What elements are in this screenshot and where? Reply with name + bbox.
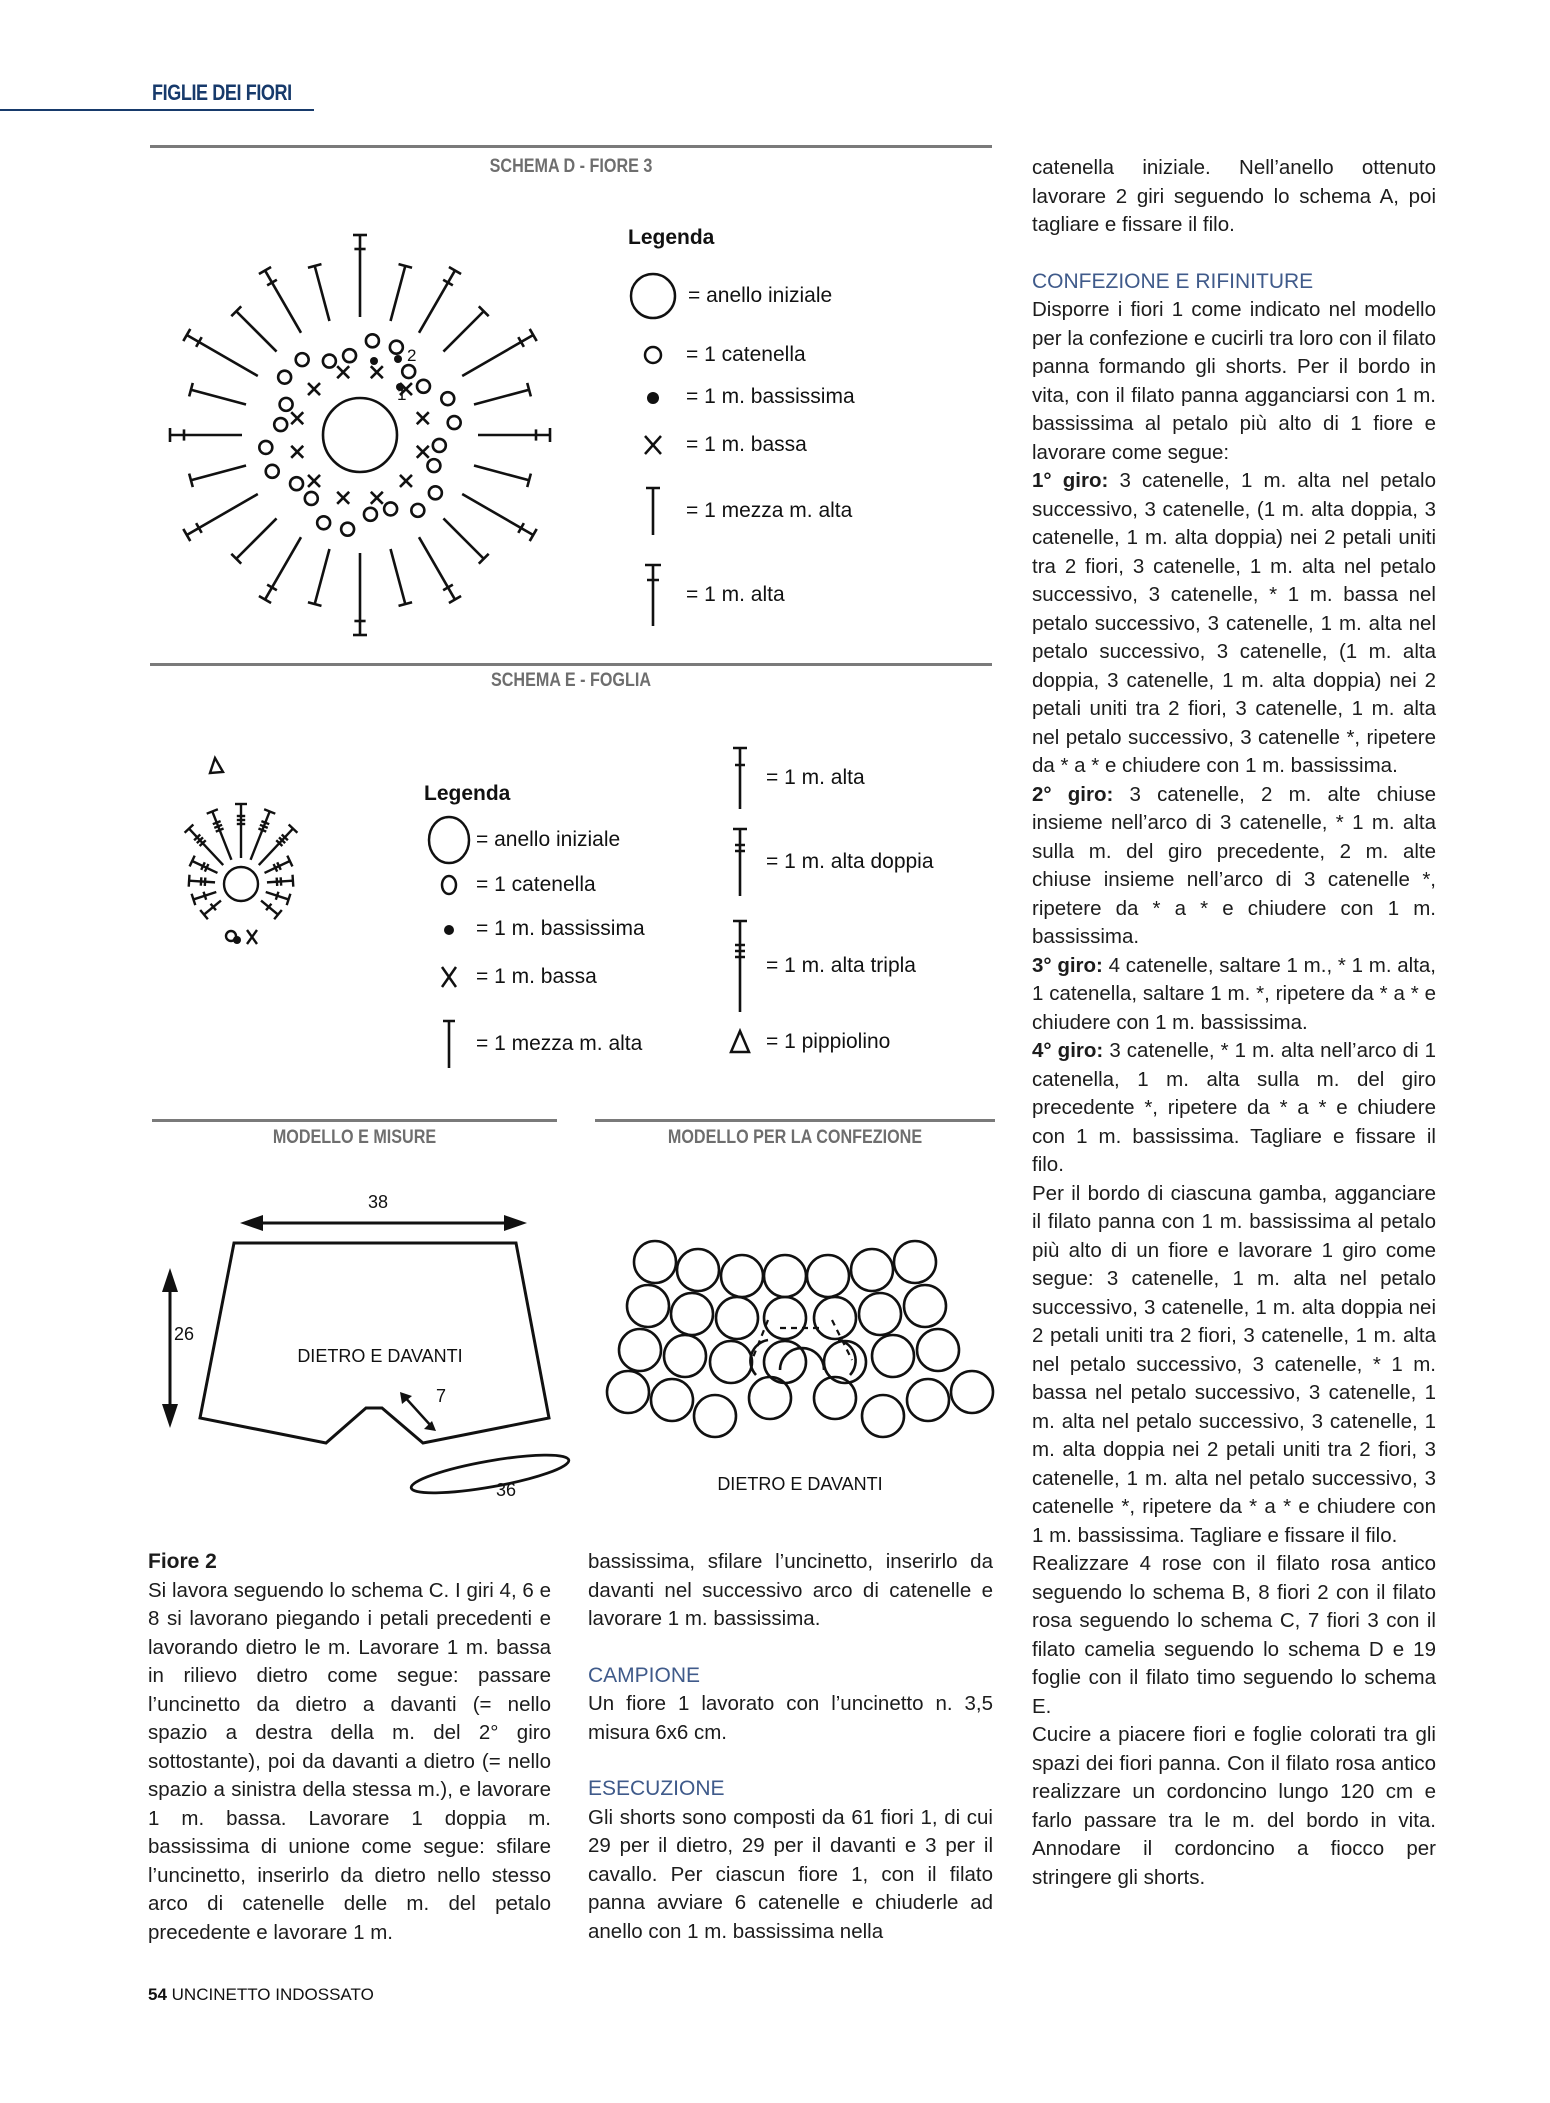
modello-misure-title: MODELLO E MISURE — [272, 1127, 437, 1148]
t-stitch-double-icon — [728, 826, 754, 898]
divider — [152, 1119, 557, 1122]
schema-e-leaf-diagram — [165, 740, 305, 950]
legend-item: = 1 m. alta doppia — [728, 826, 934, 898]
confezione-text: Disporre i fiori 1 come indicato nel modello per la confezione e cucirli tra loro con il filato panna formando gli shorts. Per il bordo in vita, con il filato panna agganciarsi con 1 m. bassissima al petalo più alto di 1 fiore e lavorare come segue: — [1032, 298, 1436, 464]
cucire-text: Cucire a piacere fiori e foglie colorati tra gli spazi dei fiori panna. Con il filato rosa antico realizzare un cordoncino lungo 120 cm e farlo passare tra le m. del bordo in vita. Annodare il cordoncino a fiocco per stringere gli shorts. — [1032, 1723, 1436, 1889]
t-stitch-icon — [438, 1018, 464, 1070]
modello-confezione-title: MODELLO PER LA CONFEZIONE — [667, 1127, 923, 1148]
running-header: FIGLIE DEI FIORI — [152, 80, 292, 105]
magazine-name: UNCINETTO INDOSSATO — [171, 1985, 374, 2004]
giro-3: 3° giro: 4 catenelle, saltare 1 m., * 1 m. alta, 1 catenella, saltare 1 m. *, ripetere da * a * e chiudere con 1 m. bassissima. — [1032, 953, 1436, 1034]
cross-icon — [640, 432, 666, 458]
page-footer — [148, 1985, 374, 2005]
legend-item: = 1 mezza m. alta — [438, 1018, 642, 1070]
round-marker-1: 1 — [397, 385, 407, 404]
height-measure: 26 — [174, 1324, 195, 1344]
divider — [150, 663, 992, 666]
t-stitch-icon — [640, 485, 666, 537]
schema-e-legend-title: Legenda — [424, 782, 511, 805]
schema-d-legend-title: Legenda — [628, 226, 715, 249]
fiore-2-heading: Fiore 2 — [148, 1550, 217, 1573]
rose-text: Realizzare 4 rose con il filato rosa antico seguendo lo schema B, 8 fiori 2 con il filato rosa seguendo lo schema C, 7 fiori 3 con il filato camelia seguendo lo schema D e 19 foglie con il filato timo seguendo lo schema E. — [1032, 1552, 1436, 1718]
page-number: 54 — [148, 1985, 167, 2004]
divider — [150, 145, 992, 148]
legend-item: = 1 catenella — [438, 872, 596, 898]
giro-4: 4° giro: 3 catenelle, * 1 m. alta nell’arco di 1 catenella, 1 m. alta sulla m. del giro precedente *, ripetere da * a * e chiudere con 1 m. bassissima. Tagliare e fissare il filo. — [1032, 1039, 1437, 1176]
fiore-2-text: Si lavora seguendo lo schema C. I giri 4, 6 e 8 si lavorano piegando i petali precedenti e lavorando dietro le m. Lavorare 1 m. bassa in rilievo dietro come segue: passare l’uncinetto da dietro a davanti (= nello spazio a destra della m. del 2° giro sottostante), poi da davanti a dietro (= nello spazio a sinistra della stessa m.), e lavorare 1 m. bassa. Lavorare 1 doppia m. bassissima di unione come segue: sfilare l’uncinetto, inserirlo da dietro nello stesso arco di catenelle delle m. del petalo precedente e lavorare 1 m. — [148, 1578, 551, 1944]
column-right — [1032, 154, 1436, 1892]
legend-item: = anello iniziale — [628, 270, 832, 322]
campione-text: Un fiore 1 lavorato con l’uncinetto n. 3,5 misura 6x6 cm. — [588, 1692, 993, 1744]
crotch-measure: 7 — [436, 1386, 447, 1406]
legend-item: = 1 m. alta — [728, 745, 865, 811]
header-rule — [0, 109, 314, 111]
gamba-text: Per il bordo di ciascuna gamba, agganciare il filato panna con 1 m. bassissima al petalo più alto di un fiore e lavorare 1 giro come segue: 3 catenelle, 1 m. alta nel petalo successivo, 3 catenelle, 1 m. alta doppia nei 2 petali uniti tra 2 fiori, 3 catenelle, 1 m. alta nel petalo successivo, 3 catenelle, * 1 m. bassa nel petalo successivo, 3 catenelle, 1 m. alta nel petalo successivo, 3 catenelle, 1 m. alta doppia nei 2 petali uniti tra 2 fiori, 3 catenelle, 1 m. alta nel petalo successivo, 3 catenelle *, ripetere da * a * e chiudere con 1 m. bassissima. Tagliare e fissare il filo. — [1032, 1181, 1436, 1547]
column-middle — [588, 1548, 993, 1946]
width-measure: 38 — [367, 1192, 389, 1212]
legend-item: = 1 catenella — [640, 342, 806, 368]
filled-dot-icon — [438, 916, 464, 942]
large-ring-icon — [426, 815, 472, 865]
legend-item: = 1 mezza m. alta — [640, 485, 852, 537]
esecuzione-continued: catenella iniziale. Nell’anello ottenuto lavorare 2 giri seguendo lo schema A, poi tagliare e fissare il filo. — [1032, 156, 1436, 236]
triangle-icon — [728, 1028, 754, 1056]
esecuzione-heading: ESECUZIONE — [588, 1777, 725, 1800]
open-circle-icon — [640, 342, 666, 368]
divider — [595, 1119, 995, 1122]
legend-item: = 1 m. bassa — [438, 964, 597, 990]
schema-d-title: SCHEMA D - FIORE 3 — [489, 156, 653, 177]
confezione-heading: CONFEZIONE E RIFINITURE — [1032, 269, 1314, 293]
legend-item: = anello iniziale — [426, 815, 620, 865]
assembly-diagram — [580, 1220, 1000, 1500]
leg-measure: 36 — [496, 1480, 517, 1500]
schema-e-title: SCHEMA E - FOGLIA — [490, 670, 652, 691]
esecuzione-text: Gli shorts sono composti da 61 fiori 1, di cui 29 per il dietro, 29 per il davanti e 3 per il cavallo. Per ciascun fiore 1, con il filato panna avviare 6 catenelle e chiuderle ad anello con 1 m. bassissima nella — [588, 1805, 993, 1943]
legend-item: = 1 m. bassa — [640, 432, 807, 458]
legend-item: = 1 m. alta tripla — [728, 918, 916, 1014]
legend-item: = 1 pippiolino — [728, 1028, 890, 1056]
shorts-measure-diagram — [150, 1180, 590, 1500]
giro-2: 2° giro: 3 catenelle, 2 m. alte chiuse insieme nell’arco di 3 catenelle, * 1 m. alta sulla m. del giro precedente, 2 m. alte chiuse insieme nell’arco di 3 catenelle *, ripetere da * a * e chiudere con 1 m. bassissima. — [1032, 782, 1436, 948]
filled-dot-icon — [640, 384, 666, 410]
t-stitch-triple-icon — [728, 918, 754, 1014]
large-ring-icon — [628, 270, 678, 322]
campione-heading: CAMPIONE — [588, 1663, 701, 1687]
legend-item: = 1 m. bassissima — [438, 916, 645, 942]
round-marker-2: 2 — [407, 346, 417, 365]
fiore-2-continued: bassissima, sfilare l’uncinetto, inserirlo da davanti nel successivo arco di catenelle e lavorare 1 m. bassissima. — [588, 1550, 993, 1630]
t-stitch-bar-icon — [728, 745, 754, 811]
piece-label: DIETRO E DAVANTI — [297, 1346, 463, 1366]
legend-item: = 1 m. bassissima — [640, 384, 855, 410]
open-circle-icon — [438, 872, 464, 898]
column-fiore-2 — [148, 1548, 551, 1947]
cross-icon — [438, 964, 464, 990]
schema-d-flower-diagram — [150, 225, 570, 645]
t-stitch-bar-icon — [640, 562, 666, 628]
giro-1: 1° giro: 3 catenelle, 1 m. alta nel petalo successivo, 3 catenelle, (1 m. alta doppia, 3 catenelle, 1 m. alta doppia) nei 2 petali uniti tra 2 fiori, 3 catenelle, 1 m. alta nel petalo successivo, 3 catenelle, * 1 m. bassa nel petalo successivo, 3 catenelle, 1 m. alta nel petalo successivo, 3 catenelle, (1 m. alta doppia, 3 catenelle, 1 m. alta doppia) nei 2 petali uniti tra 2 fiori, 3 catenelle, 1 m. alta nel petalo successivo, 3 catenelle *, ripetere da * a * e chiudere con 1 m. bassissima. — [1032, 469, 1437, 777]
piece-label: DIETRO E DAVANTI — [717, 1474, 883, 1494]
legend-item: = 1 m. alta — [640, 562, 785, 628]
